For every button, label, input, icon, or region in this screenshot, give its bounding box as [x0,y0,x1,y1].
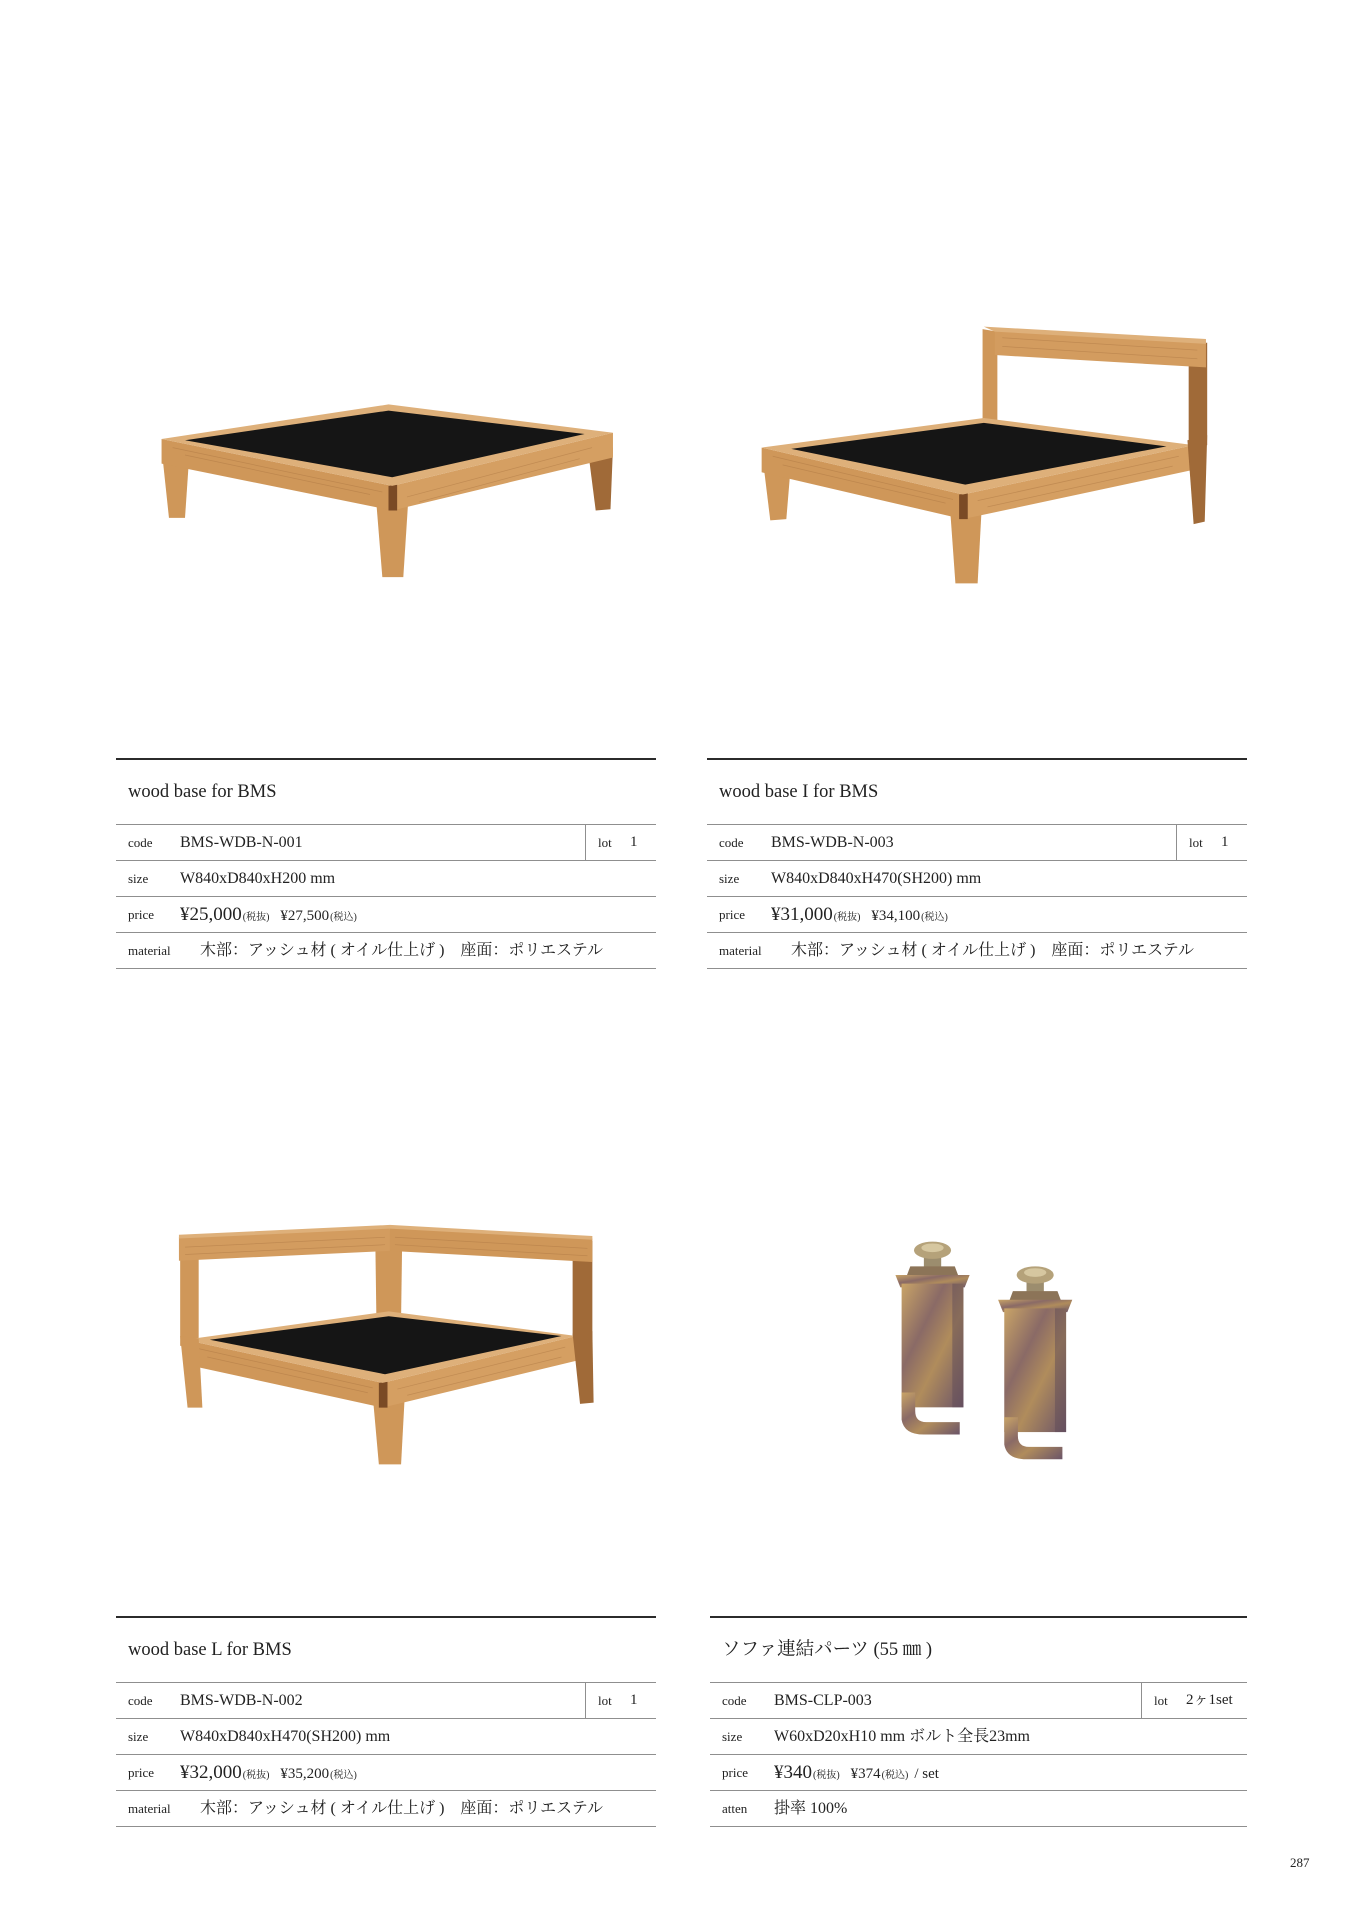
wood-base-l-photo [170,1220,605,1473]
price-row [710,1755,1247,1791]
price-row [707,897,1247,933]
price-label: price [128,1765,154,1780]
code-label: code [722,1693,747,1708]
bolt-head-highlight [921,1243,943,1252]
price-label: price [719,907,745,922]
price-excl-tax: ¥32,000 [180,1762,242,1783]
front-leg [376,501,408,577]
price-row [116,897,656,933]
sofa-clip-photo [883,1228,1081,1463]
lot-cell [585,825,656,860]
corner-joint [379,1382,388,1408]
nut [907,1266,959,1276]
right-leg [573,1331,594,1404]
lot-label: lot [1154,1693,1168,1708]
material-value: 木部：アッシュ材 ( オイル仕上げ ) 座面：ポリエステル [200,942,603,959]
product-title: wood base L for BMS [116,1618,656,1683]
price-incl-tax-note: (税込) [921,912,948,923]
material-label: material [719,943,762,958]
lot-cell [1176,825,1247,860]
price-value [774,1755,939,1791]
code-row [707,825,1247,861]
material-row [116,1791,656,1827]
price-excl-tax: ¥25,000 [180,904,242,925]
size-value: W60xD20xH10 mm ボルト全長23mm [774,1728,1030,1745]
size-row [710,1719,1247,1755]
wood-base-photo [148,393,629,591]
price-value [771,897,948,933]
wood-base-i-photo [753,319,1222,591]
product-title: wood base for BMS [116,760,656,825]
code-label: code [128,835,153,850]
product-title: wood base I for BMS [707,760,1247,825]
code-label: code [719,835,744,850]
size-row [116,861,656,897]
price-label: price [722,1765,748,1780]
price-excl-tax-note: (税抜) [242,1770,270,1781]
size-label: size [719,871,740,886]
price-incl-tax-note: (税込) [330,912,357,923]
price-incl-tax-note: (税込) [330,1770,357,1781]
price-value [180,897,357,933]
code-label: code [128,1693,153,1708]
size-row [707,861,1247,897]
price-excl-tax: ¥340 [774,1762,812,1783]
price-excl-tax: ¥31,000 [771,904,833,925]
product-code: BMS-WDB-N-002 [180,1692,303,1709]
lot-label: lot [598,1693,612,1708]
lot-cell [585,1683,656,1718]
price-incl-tax: ¥34,100 [871,908,921,924]
size-value: W840xD840xH470(SH200) mm [180,1728,391,1745]
lot-label: lot [1189,835,1203,850]
size-value: W840xD840xH200 mm [180,870,336,887]
back-right-leg [1187,435,1207,524]
product-card-wood-base-i [707,758,1247,969]
atten-row [710,1791,1247,1827]
material-label: material [128,943,171,958]
price-incl-tax: ¥27,500 [280,908,330,924]
material-row [116,933,656,969]
lot-value: 2ヶ1set [1186,1692,1233,1708]
price-value [180,1755,357,1791]
lot-label: lot [598,835,612,850]
size-label: size [128,871,149,886]
code-row [710,1683,1247,1719]
material-value: 木部：アッシュ材 ( オイル仕上げ ) 座面：ポリエステル [791,942,1194,959]
product-code: BMS-WDB-N-003 [771,834,894,851]
product-title: ソファ連結パーツ (55 ㎜ ) [710,1618,1247,1683]
left-leg [163,460,189,518]
size-value: W840xD840xH470(SH200) mm [771,870,982,887]
size-row [116,1719,656,1755]
atten-value: 掛率 100% [774,1800,848,1817]
product-code: BMS-WDB-N-001 [180,834,303,851]
price-excl-tax-note: (税抜) [813,1770,840,1781]
material-value: 木部：アッシュ材 ( オイル仕上げ ) 座面：ポリエステル [200,1800,603,1817]
product-code: BMS-CLP-003 [774,1692,872,1709]
left-leg [180,1336,202,1408]
price-incl-tax: ¥374 [850,1766,881,1782]
corner-joint [959,493,968,519]
front-leg [950,514,981,583]
product-card-wood-base-l [116,1616,656,1827]
price-incl-tax-note: (税込) [881,1770,909,1781]
lot-value: 1 [1221,834,1229,850]
material-row [707,933,1247,969]
clip-body-shade [952,1284,963,1408]
lot-cell [1141,1683,1247,1718]
lot-value: 1 [630,1692,638,1708]
atten-label: atten [722,1801,748,1816]
code-row [116,825,656,861]
price-excl-tax-note: (税抜) [242,912,270,923]
nut [1009,1291,1061,1301]
price-excl-tax-note: (税抜) [833,912,861,923]
price-unit-suffix: / set [914,1766,939,1782]
size-label: size [128,1729,149,1744]
size-label: size [722,1729,743,1744]
corner-joint [389,485,398,511]
product-card-wood-base [116,758,656,969]
clip-left [895,1242,969,1435]
price-incl-tax: ¥35,200 [280,1766,330,1782]
lot-value: 1 [630,834,638,850]
price-row [116,1755,656,1791]
page-number: 287 [1290,1855,1310,1870]
code-row [116,1683,656,1719]
bolt-head-highlight [1024,1268,1046,1277]
product-card-sofa-clip [710,1616,1247,1827]
material-label: material [128,1801,171,1816]
clip-right [998,1266,1072,1459]
price-label: price [128,907,154,922]
clip-body-shade [1055,1308,1066,1432]
